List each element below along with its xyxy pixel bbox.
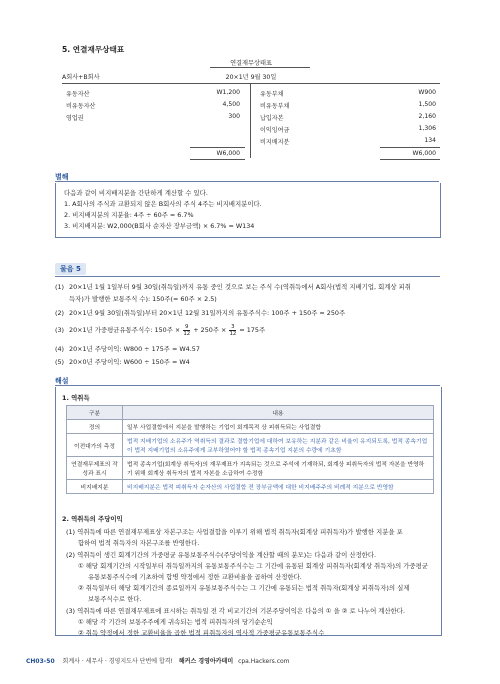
table-cell: 법적 지배기업의 소유주가 역취득의 결과로 결합기업에 대하여 보유하는 지분과 같은 비율이 유지되도록, 법적 종속기업이 법적 지배기업의 소유주에게 교부하였어야 할 법적 종속기업 지분의 수량에 기초함 <box>123 434 434 457</box>
table-cell: 비지배지분 <box>67 480 123 494</box>
sec2-tag: 물음 5 <box>55 264 86 274</box>
bs-right-value: 2,160 <box>418 113 436 120</box>
sec3-tag: 해설 <box>55 377 69 385</box>
bs-right-value: 1,500 <box>418 101 436 108</box>
acq-table <box>66 405 434 494</box>
q-text: 20×0년 주당이익: W600 ÷ 150주 = W4 <box>69 358 190 366</box>
bs-total-right: W6,000 <box>412 150 436 157</box>
sec1-line: 2. 비지배지분의 지분율: 4주 ÷ 60주 = 6.7% <box>64 211 194 219</box>
q-no: (1) <box>55 283 65 291</box>
bs-left-value: W1,200 <box>216 89 240 96</box>
table-row <box>67 457 434 480</box>
exp-line: (3) 역취득에 따른 연결재무제표에 표시하는 취득일 전 각 비교기간의 기본주당이익은 다음의 ① 을 ② 로 나누어 계산한다. <box>66 607 406 615</box>
table-row <box>67 420 434 434</box>
exp-line: ② 취득일부터 해당 회계기간의 종료일까지 유통보통주식수는 그 기간에 유통되는 법적 취득자(회계상 피취득자)의 실제 <box>78 584 410 592</box>
bs-left-value: 300 <box>228 113 240 120</box>
fraction: $\frac{3}{12}$ <box>229 323 237 337</box>
bs-right-label: 비지배지분 <box>260 139 290 146</box>
q3-formula: 20×1년 가중평균유통주식수: 150주 × $\frac{9}{12}$ + 250주 × $\frac{3}{12}$ = 175주 <box>69 323 266 337</box>
q-text: 20×1년 9월 30일(취득일)부터 20×1년 12월 31일까지의 유통주식수: 100주 + 150주 = 250주 <box>69 309 346 317</box>
table-cell: 비지배지분은 법적 피취득자 순자산의 사업결합 전 장부금액에 대한 비지배주주의 비례적 지분으로 반영함 <box>123 480 434 494</box>
exp-line: ② 취득 약정에서 정한 교환비율을 곱한 법적 피취득자의 역사적 가중평균유통보통주식수 <box>78 629 325 637</box>
exp-line: 함하여 법적 취득자의 자본구조를 반영한다. <box>78 539 200 547</box>
section-title: 5. 연결재무상태표 <box>62 45 125 54</box>
bs-right-value: 1,306 <box>418 125 436 132</box>
bs-right-label: 비유동부채 <box>260 103 290 110</box>
q-no: (4) <box>55 345 65 353</box>
exp-line: (2) 역취득이 생긴 회계기간의 가중평균 유통보통주식수(주당이익을 계산할 때의 분모)는 다음과 같이 산정한다. <box>66 551 377 559</box>
bs-name: 연결재무상태표 <box>230 60 272 67</box>
table-cell: 일부 사업결합에서 지분을 발행하는 기업이 회계목적 상 피취득되는 사업결합 <box>123 420 434 434</box>
table-row <box>67 434 434 457</box>
exp-line: ① 해당 회계기간의 시작일부터 취득일까지의 유통보통주식수는 그 기간에 유통된 회계상 피취득자(회계상 취득자)의 가중평균 <box>78 562 428 570</box>
exp-line: 유통보통주식수에 기초하여 합병 약정에서 정한 교환비율을 곱하여 산정한다. <box>88 573 302 581</box>
sec3-h2: 2. 역취득의 주당이익 <box>62 515 123 523</box>
sec1-line: 다음과 같이 비지배지분을 간단하게 계산할 수 있다. <box>64 189 208 197</box>
bs-right-value: W900 <box>418 89 436 96</box>
bs-date: 20×1년 9월 30일 <box>225 74 277 81</box>
bs-right-label: 이익잉여금 <box>260 127 290 134</box>
exp-line: ① 해당 각 기간의 보통주주에게 귀속되는 법적 피취득자의 당기순손익 <box>78 618 273 626</box>
sec1-tag: 별해 <box>55 173 69 181</box>
sec1-line: 1. A회사의 주식과 교환되지 않은 B회사의 주식 4주는 비지배지분이다. <box>64 200 262 208</box>
q-text: 20×1년 1월 1일부터 9월 30일(취득일)까지 유통 중인 것으로 보는 주식 수(역취득에서 A회사(법적 지배기업, 회계상 피취 <box>69 283 411 291</box>
q-no: (2) <box>55 309 65 317</box>
bs-left-label: 유동자산 <box>66 91 90 98</box>
page-footer <box>26 656 290 665</box>
bs-left-value: 4,500 <box>222 101 240 108</box>
footer-url[interactable]: cpa.Hackers.com <box>238 658 290 665</box>
table-header: 내용 <box>123 406 434 420</box>
bs-right-label: 납입자본 <box>260 115 284 122</box>
sec1-box <box>55 183 441 238</box>
q-text: 득자)가 발행한 보통주식 수): 150주(= 60주 × 2.5) <box>69 295 217 303</box>
table-header: 구분 <box>67 406 123 420</box>
q-no: (5) <box>55 358 65 366</box>
exp-line: 보통주식수로 한다. <box>88 595 142 603</box>
bs-total-left: W6,000 <box>216 150 240 157</box>
table-cell: 법적 종속기업(회계상 취득자)의 재무제표가 지속되는 것으로 주석에 기재하되, 회계상 피취득자의 법적 자본을 반영하기 위해 회계상 취득자의 법적 자본을 소급하여 수정함 <box>123 457 434 480</box>
table-cell: 이전대가의 측정 <box>67 434 123 457</box>
page-number: CH03-50 <box>26 658 55 665</box>
bs-right-value: 134 <box>424 137 436 144</box>
footer-text: 회계사 · 세무사 · 경영지도사 단번에 합격! <box>62 658 173 665</box>
bs-right-label: 유동부채 <box>260 91 284 98</box>
sec3-h1: 1. 역취득 <box>62 394 90 402</box>
exp-line: (1) 역취득에 따른 연결재무제표상 자본구조는 사업결합을 이루기 위해 법적 취득자(회계상 피취득자)가 발행한 지분을 포 <box>66 528 403 536</box>
fraction: $\frac{9}{12}$ <box>183 323 191 337</box>
q-no: (3) <box>55 326 65 334</box>
table-row <box>67 480 434 494</box>
table-cell: 정의 <box>67 420 123 434</box>
table-cell: 연결재무제표의 작성과 표시 <box>67 457 123 480</box>
footer-brand: 해커스 경영아카데미 <box>178 658 234 665</box>
bs-company: A회사+B회사 <box>62 74 100 81</box>
sec1-line: 3. 비지배지분: W2,000(B회사 순자산 장부금액) × 6.7% = W134 <box>64 222 255 230</box>
q-text: 20×1년 주당이익: W800 ÷ 175주 = W4.57 <box>69 345 200 353</box>
bs-left-label: 영업권 <box>66 115 84 122</box>
bs-left-label: 비유동자산 <box>66 103 96 110</box>
